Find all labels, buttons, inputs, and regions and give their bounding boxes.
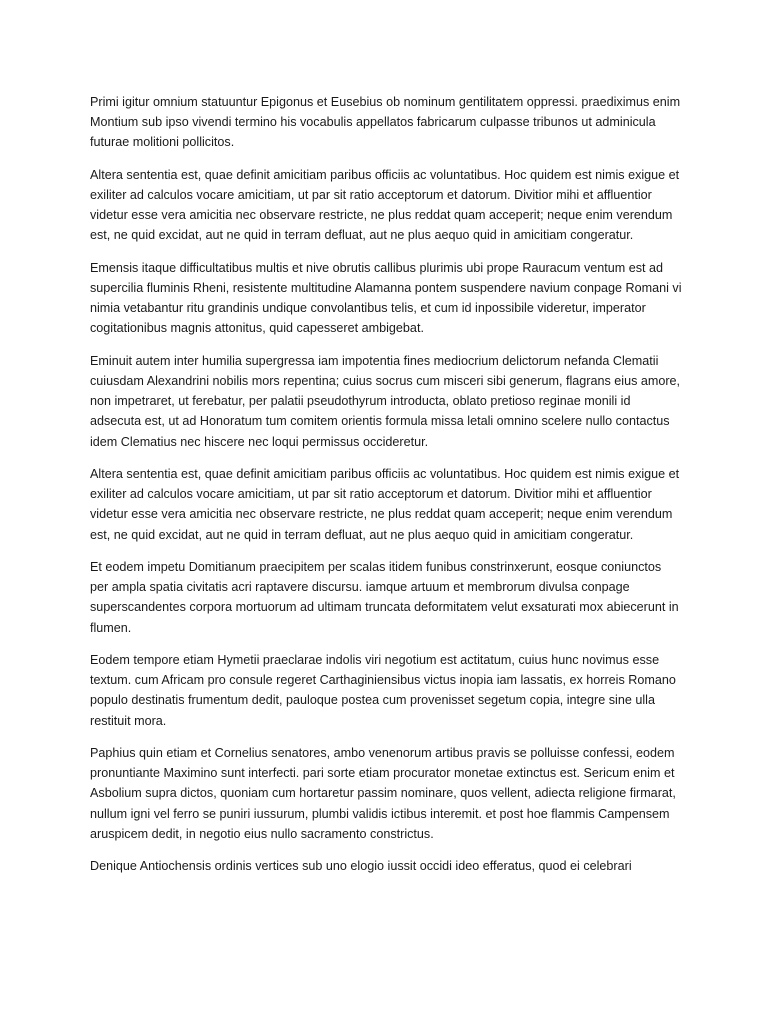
paragraph-6: Et eodem impetu Domitianum praecipitem per scalas itidem funibus constrinxerunt, eosque coniunctos per ampla spatia civitatis acri raptavere discursu. iamque artuum et membrorum divulsa conpage superscandentes corpora mortuorum ad ultimam truncata deformitatem velut exsaturati mox abiecerunt in flumen.: [90, 560, 679, 635]
paragraph-3: Emensis itaque difficultatibus multis et nive obrutis callibus plurimis ubi prope Rauracum ventum est ad supercilia fluminis Rheni, resistente multitudine Alamanna pontem suspendere navium conpage Romani vi nimia vetabantur ritu grandinis undique convolantibus telis, et cum id inpossibile videretur, imperator cogitationibus magnis attonitus, quid capesseret ambigebat.: [90, 260, 682, 336]
paragraph-4: Eminuit autem inter humilia supergressa iam impotentia fines mediocrium delictorum nefanda Clematii cuiusdam Alexandrini nobilis mors repentina; cuius socrus cum misceri sibi generum, flagrans eius amore, non impetraret, ut ferebatur, per palatii pseudothyrum introducta, oblato pretioso reginae monili id adsecuta est, ut ad Honoratum tum comitem orientis formula missa letali omnino scelere nullo contactus idem Clematius nec hiscere nec loqui permissus occideretur.: [90, 353, 681, 449]
paragraph-1: Primi igitur omnium statuuntur Epigonus et Eusebius ob nominum gentilitatem oppressi. praediximus enim Montium sub ipso vivendi termino his vocabulis appellatos fabricarum culpasse tribunos ut adminicula futurae molitioni pollicitos.: [90, 95, 681, 150]
paragraph-2: Altera sententia est, quae definit amicitiam paribus officiis ac voluntatibus. Hoc quidem est nimis exigue et exiliter ad calculos vocare amicitiam, ut par sit ratio acceptorum et datorum. Divitior mihi et affluentior videtur esse vera amicitia nec observare restricte, ne plus reddat quam acceperit; neque enim verendum est, ne quid excidat, aut ne quid in terram defluat, aut ne plus aequo quid in amicitiam congeratur.: [90, 167, 680, 243]
paragraph-7: Eodem tempore etiam Hymetii praeclarae indolis viri negotium est actitatum, cuius hunc novimus esse textum. cum Africam pro consule regeret Carthaginiensibus victus inopia iam lassatis, ex horreis Romano populo destinatis frumentum dedit, pauloque postea cum provenisset segetum copia, integre sine ulla restituit mora.: [90, 653, 676, 728]
paragraph-8: Paphius quin etiam et Cornelius senatores, ambo venenorum artibus pravis se polluisse confessi, eodem pronuntiante Maximino sunt interfecti. pari sorte etiam procurator monetae extinctus est. Sericum enim et Asbolium supra dictos, quoniam cum hortaretur passim nominare, quos vellent, adiecta religione firmarat, nullum igni vel ferro se puniri iussurum, plumbi validis ictibus interemit. et post hoe flammis Campensem aruspicem dedit, in negotio eius nullo sacramento constrictus.: [90, 746, 676, 841]
document-body: [90, 92, 682, 889]
paragraph-9: Denique Antiochensis ordinis vertices sub uno elogio iussit occidi ideo efferatus, quod ei celebrari: [90, 859, 632, 874]
paragraph-5: Altera sententia est, quae definit amicitiam paribus officiis ac voluntatibus. Hoc quidem est nimis exigue et exiliter ad calculos vocare amicitiam, ut par sit ratio acceptorum et datorum. Divitior mihi et affluentior videtur esse vera amicitia nec observare restricte, ne plus reddat quam acceperit; neque enim verendum est, ne quid excidat, aut ne quid in terram defluat, aut ne plus aequo quid in amicitiam congeratur.: [90, 467, 680, 542]
